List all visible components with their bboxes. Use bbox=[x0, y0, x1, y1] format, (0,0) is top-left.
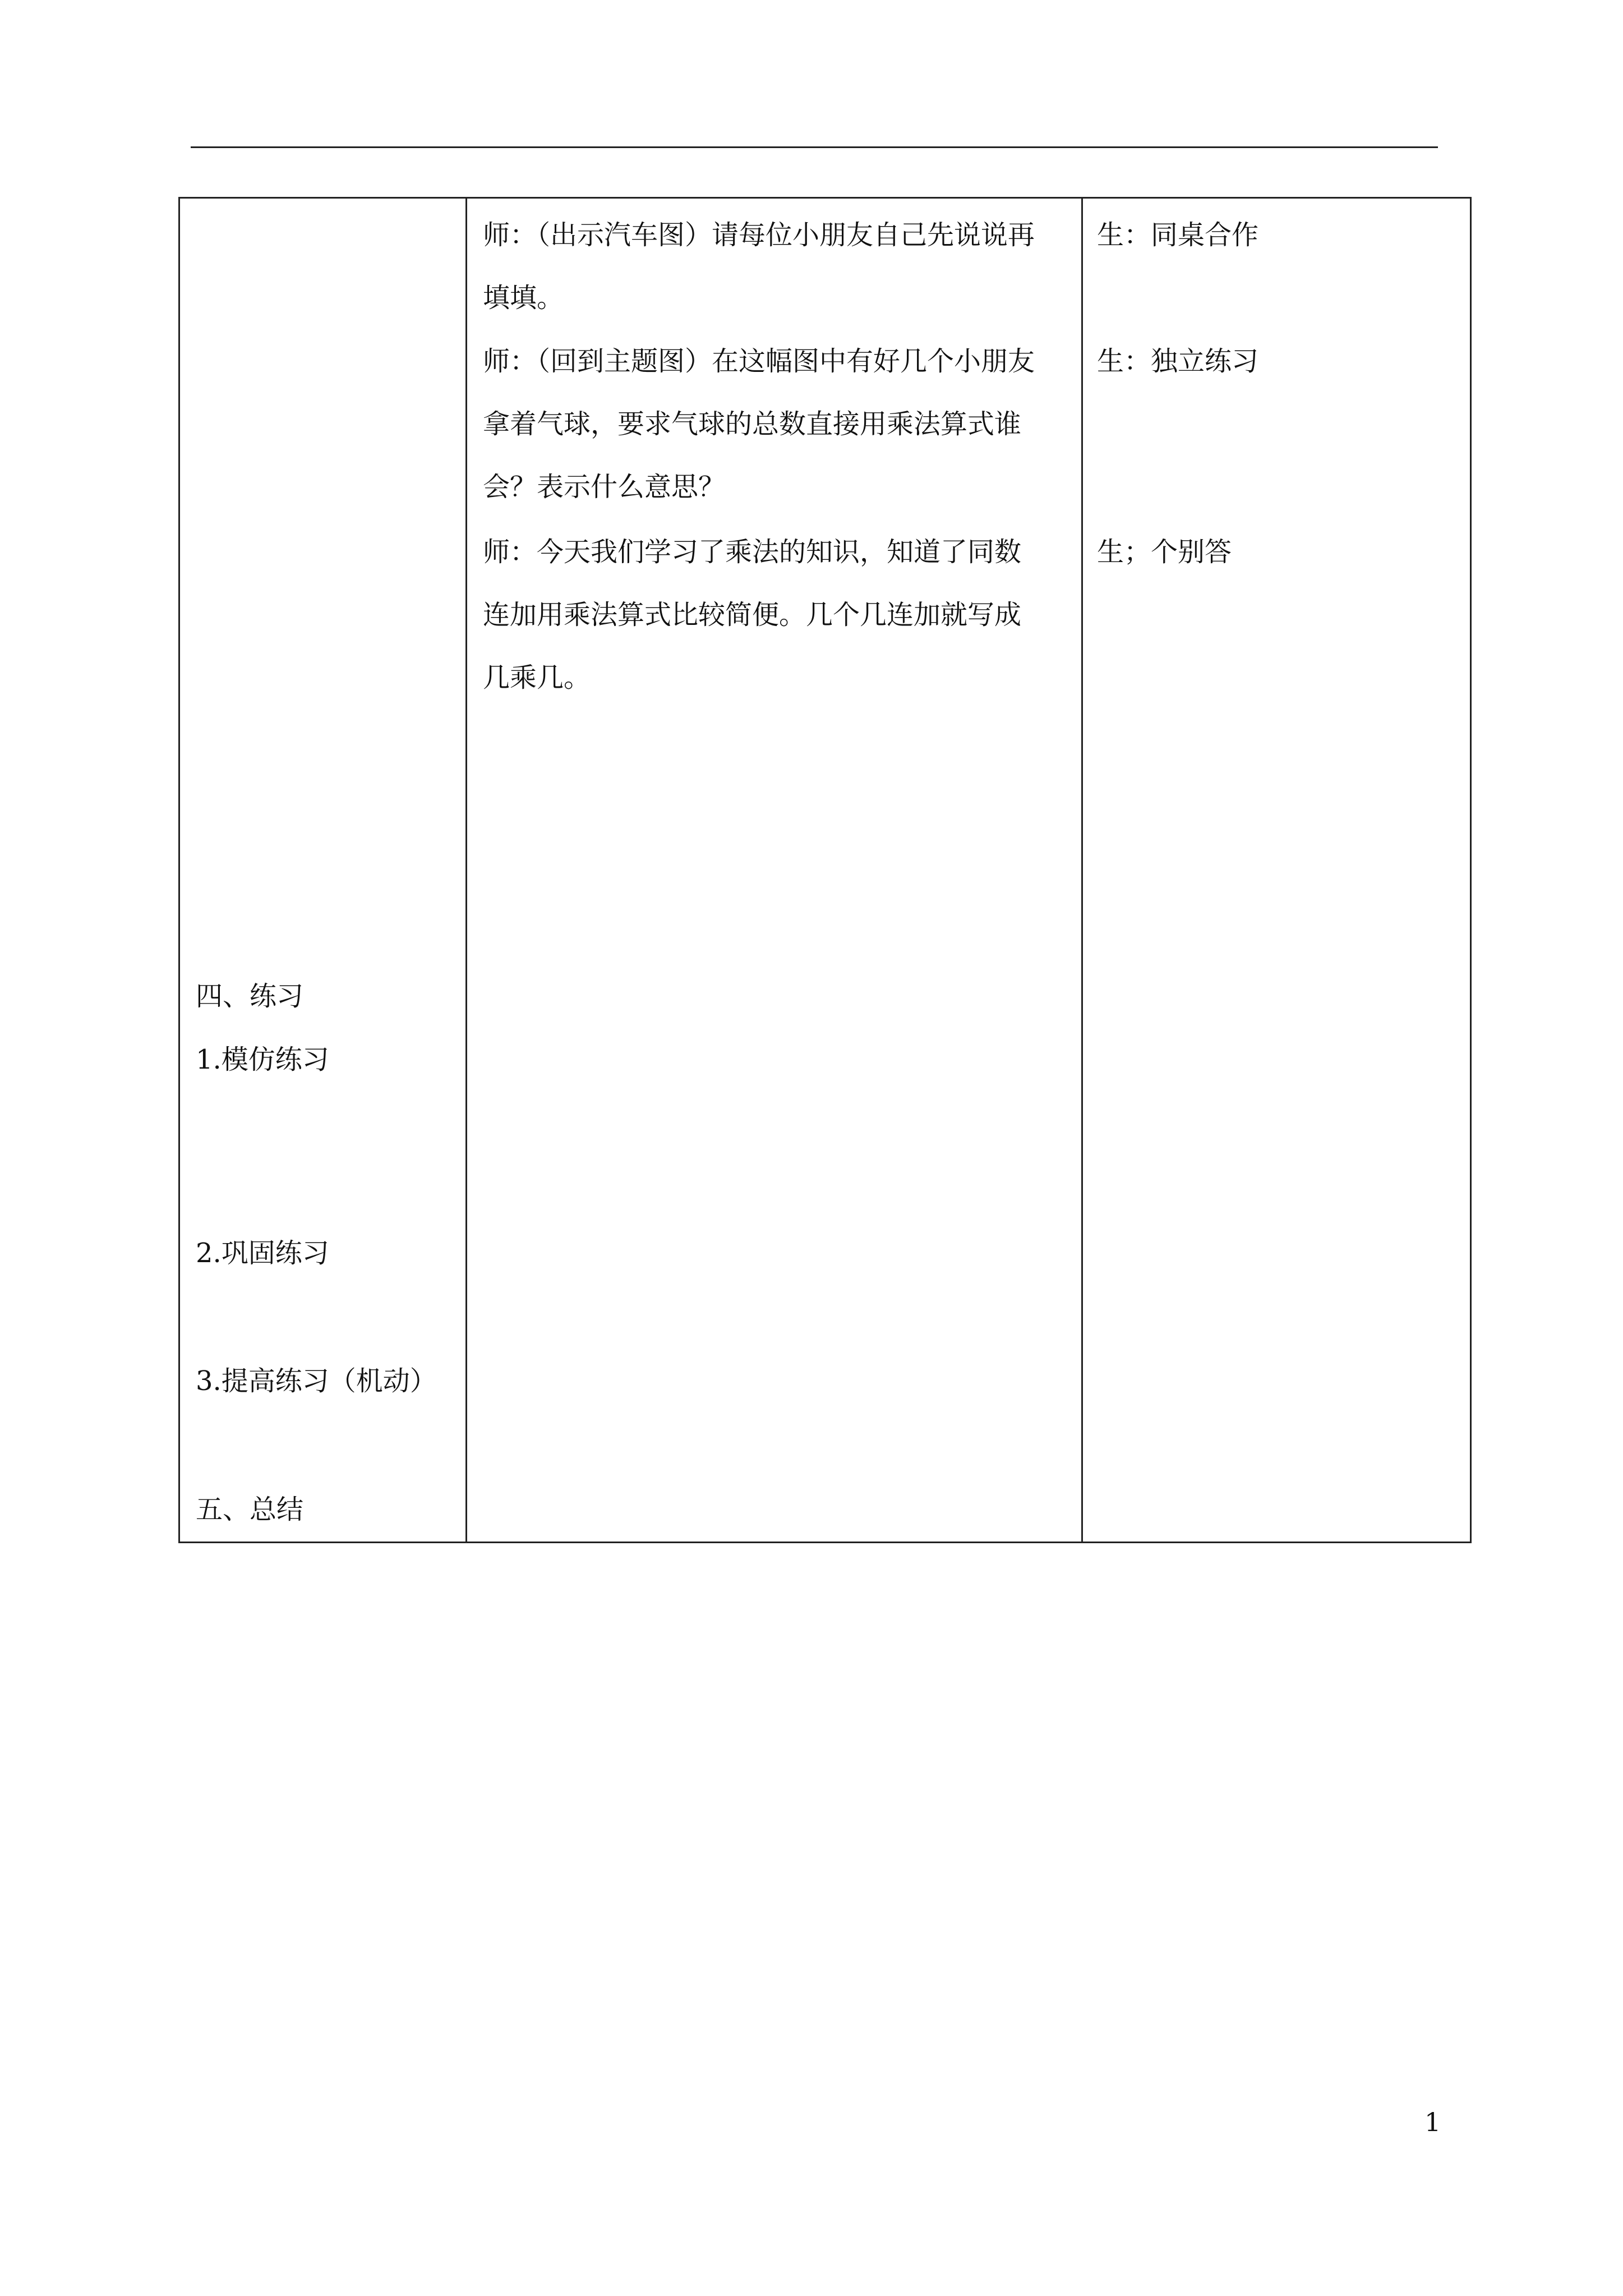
page-number: 1 bbox=[1424, 2107, 1441, 2137]
teacher-text-line: 拿着气球，要求气球的总数直接用乘法算式谁 bbox=[483, 408, 1022, 440]
teacher-text-line: 师：（回到主题图）在这幅图中有好几个小朋友 bbox=[483, 346, 1035, 377]
student-activity: 生：同桌合作 bbox=[1097, 219, 1259, 251]
section-heading-summary: 五、总结 bbox=[196, 1494, 304, 1525]
lesson-table bbox=[178, 197, 1472, 1543]
teacher-text-line: 几乘几。 bbox=[483, 662, 591, 693]
practice-item: 3.提高练习（机动） bbox=[196, 1365, 437, 1397]
column-divider-left bbox=[465, 199, 467, 1542]
student-activity: 生：独立练习 bbox=[1097, 346, 1259, 377]
teacher-text-line: 师：（出示汽车图）请每位小朋友自己先说说再 bbox=[483, 219, 1035, 251]
teacher-text-line: 师：今天我们学习了乘法的知识，知道了同数 bbox=[483, 536, 1022, 568]
teacher-text-line: 填填。 bbox=[483, 282, 564, 314]
column-divider-right bbox=[1081, 199, 1083, 1542]
teacher-text-line: 连加用乘法算式比较简便。几个几连加就写成 bbox=[483, 599, 1022, 631]
header-rule bbox=[191, 146, 1438, 148]
student-activity: 生；个别答 bbox=[1097, 536, 1232, 568]
practice-item: 1.模仿练习 bbox=[196, 1044, 329, 1075]
section-heading-practice: 四、练习 bbox=[196, 981, 304, 1012]
teacher-text-line: 会？表示什么意思？ bbox=[483, 471, 726, 503]
practice-item: 2.巩固练习 bbox=[196, 1237, 329, 1269]
